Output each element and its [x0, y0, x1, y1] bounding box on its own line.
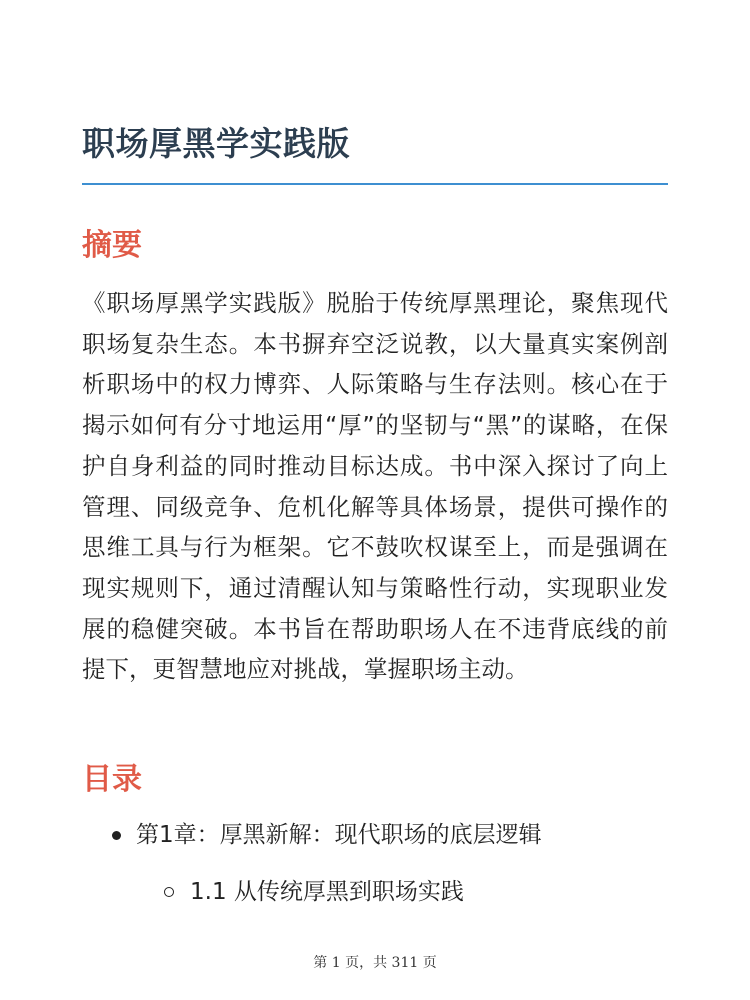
toc-heading: 目录: [82, 762, 142, 797]
toc-section-label: 1.1 从传统厚黑到职场实践: [190, 879, 464, 905]
document-title: 职场厚黑学实践版: [82, 124, 350, 163]
abstract-heading: 摘要: [82, 228, 142, 263]
page-footer: 第 1 页，共 311 页: [313, 955, 437, 971]
toc-chapter-item[interactable]: [82, 815, 668, 855]
toc-list: [82, 815, 668, 855]
toc-section-item[interactable]: [82, 872, 464, 912]
abstract-paragraph: 《职场厚黑学实践版》脱胎于传统厚黑理论，聚焦现代职场复杂生态。本书摒弃空泛说教，以大量真实案例剖析职场中的权力博弈、人际策略与生存法则。核心在于揭示如何有分寸地运用“厚”的坚韧与“黑”的谋略，在保护自身利益的同时推动目标达成。书中深入探讨了向上管理、同级竞争、危机化解等具体场景，提供可操作的思维工具与行为框架。它不鼓吹权谋至上，而是强调在现实规则下，通过清醒认知与策略性行动，实现职业发展的稳健突破。本书旨在帮助职场人在不违背底线的前提下，更智慧地应对挑战，掌握职场主动。: [82, 289, 668, 684]
toc-chapter-label: 第1章：厚黑新解：现代职场的底层逻辑: [136, 822, 542, 848]
bullet-disc-icon: [112, 831, 121, 840]
title-divider: [82, 183, 668, 185]
bullet-circle-icon: [164, 887, 174, 897]
